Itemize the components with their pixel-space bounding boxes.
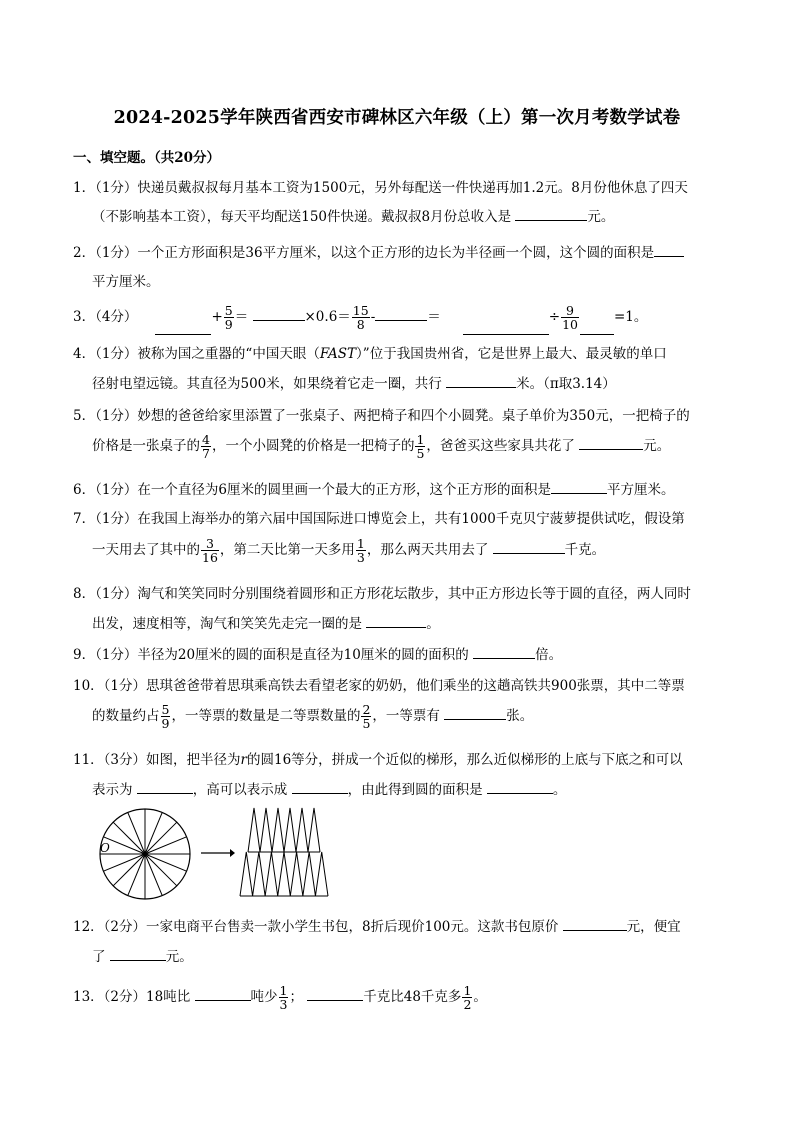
trapezoid-row [248, 808, 320, 852]
page-title: 2024-2025学年陕西省西安市碑林区六年级（上）第一次月考数学试卷 [113, 108, 681, 128]
question-7-line-2: 一天用去了其中的 $\frac{3}{16}$ ，第二天比第一天多用 $\frac{1}{3}$ ，那么两天共用去了 千克。 [92, 536, 606, 565]
circle-center-label: O [100, 841, 110, 855]
question-4-line-2: 径射电望远镜。其直径为500米，如果绕着它走一圈，共行 米。（π取3.14） [92, 376, 616, 392]
question-6: 6．（1分）在一个直径为6厘米的圆里画一个最大的正方形，这个正方形的面积是 平方厘米。 [73, 482, 675, 498]
question-10-line-1: 10．（1分）思琪爸爸带着思琪乘高铁去看望老家的奶奶，他们乘坐的这趟高铁共900张票，其中二等票 [73, 678, 685, 694]
question-11-line-2: 表示为 ，高可以表示成 ，由此得到圆的面积是 。 [92, 782, 567, 798]
section-heading: 一、填空题。（共20分） [73, 150, 221, 166]
answer-blank[interactable] [195, 987, 251, 1001]
circle-sectors-figure [97, 806, 193, 902]
fraction: $\frac{15}{8}$ [352, 303, 369, 332]
question-1-line-2: （不影响基本工资），每天平均配送150件快递。戴叔叔8月份总收入是 元。 [92, 209, 615, 225]
answer-blank[interactable] [515, 207, 587, 221]
question-12-line-1: 12．（2分）一家电商平台售卖一款小学生书包，8折后现价100元。这款书包原价 元，便宜 [73, 919, 681, 935]
question-11-line-1: 11．（3分）如图，把半径为r的圆16等分，拼成一个近似的梯形，那么近似梯形的上底与下底之和可以 [73, 752, 683, 768]
answer-blank[interactable] [446, 374, 516, 388]
answer-blank[interactable] [487, 780, 553, 794]
answer-blank[interactable] [444, 706, 506, 720]
question-12-line-2: 了 元。 [92, 949, 193, 965]
fraction: $\frac{4}{7}$ [202, 432, 210, 461]
fraction: $\frac{1}{5}$ [416, 432, 425, 461]
sector-line [113, 854, 145, 886]
question-9: 9．（1分）半径为20厘米的圆的面积是直径为10厘米的圆的面积的 倍。 [73, 647, 563, 663]
sector-line [113, 822, 145, 854]
answer-blank[interactable] [292, 780, 348, 794]
answer-blank[interactable] [463, 321, 549, 335]
answer-blank[interactable] [155, 321, 211, 335]
answer-blank[interactable] [579, 436, 643, 450]
answer-blank[interactable] [110, 947, 166, 961]
question-8-line-2: 出发，速度相等，淘气和笑笑先走完一圈的是 。 [92, 616, 440, 632]
trapezoid-figure [238, 806, 330, 900]
question-5-line-2: 价格是一张桌子的 $\frac{4}{7}$ ，一个小圆凳的价格是一把椅子的 $\frac{1}{5}$ ，爸爸买这些家具共花了 元。 [92, 432, 671, 461]
answer-blank[interactable] [551, 480, 607, 494]
fraction: $\frac{3}{16}$ [202, 536, 218, 565]
fraction: $\frac{1}{2}$ [463, 983, 472, 1012]
fraction: $\frac{5}{9}$ [224, 303, 233, 332]
answer-blank[interactable] [375, 307, 427, 321]
fraction: $\frac{2}{5}$ [362, 702, 371, 731]
trapezoid-row [240, 852, 328, 896]
fraction: $\frac{1}{3}$ [279, 983, 288, 1012]
fraction: $\frac{1}{3}$ [356, 536, 365, 565]
answer-blank[interactable] [563, 917, 627, 931]
question-2-line-1: 2．（1分）一个正方形面积是36平方厘米，以这个正方形的边长为半径画一个圆，这个圆的面积是 [73, 241, 684, 261]
question-5-line-1: 5．（1分）妙想的爸爸给家里添置了一张桌子、两把椅子和四个小圆凳。桌子单价为350元，一把椅子的 [73, 408, 690, 424]
question-2-line-2: 平方厘米。 [92, 274, 160, 290]
arrow-icon [200, 846, 236, 860]
question-8-line-1: 8．（1分）淘气和笑笑同时分别围绕着圆形和正方形花坛散步，其中正方形边长等于圆的直径，两人同时 [73, 586, 691, 602]
question-13: 13．（2分）18吨比 吨少 $\frac{1}{3}$ ； 千克比48千克多 $\frac{1}{2}$ 。 [73, 983, 487, 1012]
answer-blank[interactable] [473, 645, 535, 659]
question-4-line-1: 4．（1分）被称为国之重器的“中国天眼（FAST）”位于我国贵州省，它是世界上最大、最灵敏的单口 [73, 346, 667, 362]
question-1-line-1: 1．（1分）快递员戴叔叔每月基本工资为1500元，另外每配送一件快递再加1.2元。8月份他休息了四天 [73, 180, 688, 196]
fraction: $\frac{9}{10}$ [562, 303, 578, 332]
answer-blank[interactable] [137, 780, 193, 794]
answer-blank[interactable] [654, 243, 684, 257]
question-3: 3．（4分） + $\frac{5}{9}$ ＝ ×0.6＝ $\frac{15}{8}$ - ＝ ÷ $\frac{9}{10}$ =1。 [73, 299, 647, 335]
sector-line [145, 822, 177, 854]
answer-blank[interactable] [307, 987, 363, 1001]
fraction: $\frac{5}{9}$ [161, 702, 170, 731]
question-10-line-2: 的数量约占 $\frac{5}{9}$ ，一等票的数量是二等票数量的 $\frac{2}{5}$ ，一等票有 张。 [92, 702, 534, 731]
answer-blank[interactable] [493, 540, 565, 554]
answer-blank[interactable] [366, 614, 426, 628]
sector-line [145, 854, 177, 886]
answer-blank[interactable] [253, 307, 305, 321]
question-7-line-1: 7．（1分）在我国上海举办的第六届中国国际进口博览会上，共有1000千克贝宁菠萝提供试吃，假设第 [73, 511, 685, 527]
